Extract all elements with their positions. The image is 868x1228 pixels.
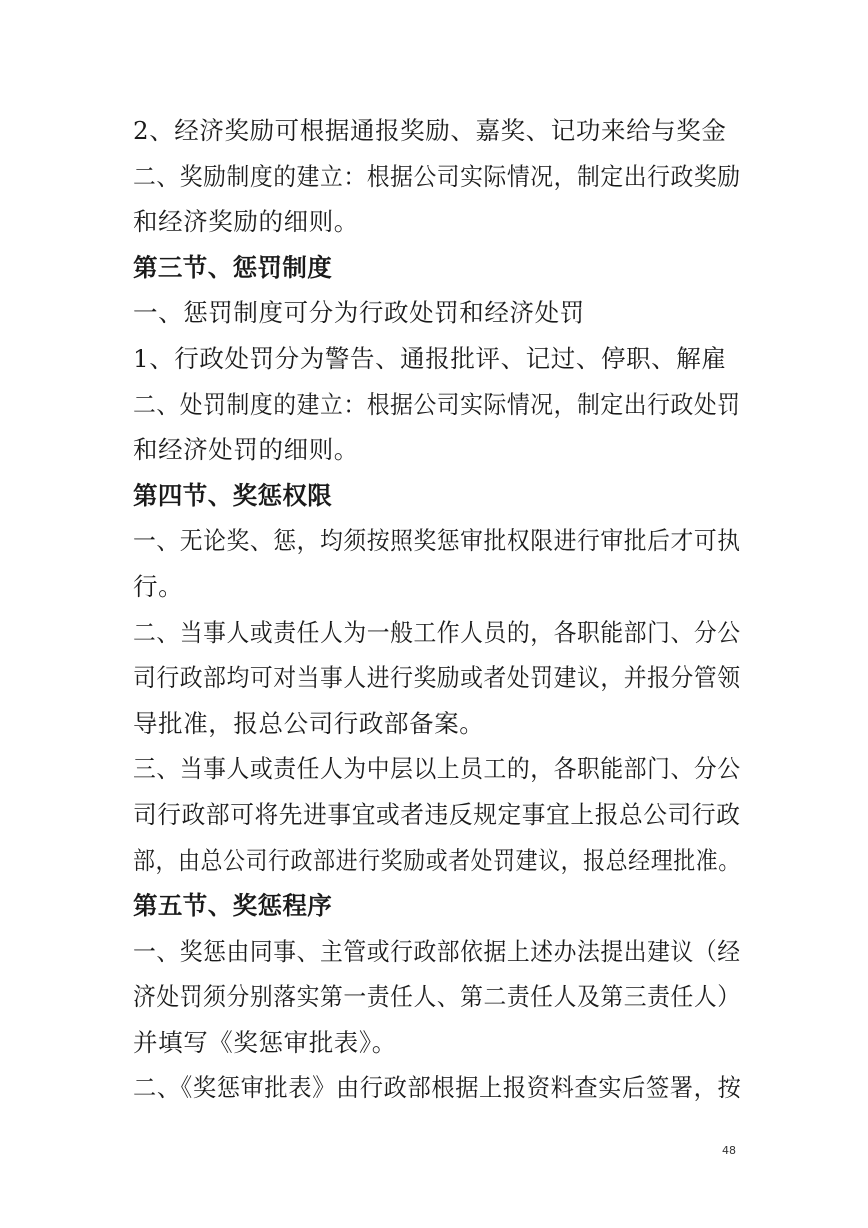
text-line: 一、无论奖、惩，均须按照奖惩审批权限进行审批后才可执: [133, 526, 741, 556]
text-line: 并填写《奖惩审批表》。: [133, 1027, 397, 1057]
text-line: 部，由总公司行政部进行奖励或者处罚建议，报总经理批准。: [133, 845, 741, 875]
text-line: 和经济奖励的细则。: [133, 207, 359, 237]
document-body: [133, 108, 741, 1111]
text-line: 1、行政处罚分为警告、通报批评、记过、停职、解雇: [133, 343, 727, 373]
text-line: 二、奖励制度的建立：根据公司实际情况，制定出行政奖励: [133, 161, 741, 191]
text-line: 导批准，报总公司行政部备案。: [133, 708, 485, 738]
text-line: 济处罚须分别落实第一责任人、第二责任人及第三责任人）: [133, 982, 741, 1012]
text-line: 三、当事人或责任人为中层以上员工的，各职能部门、分公: [133, 754, 741, 784]
page-number: 48: [722, 1144, 736, 1157]
text-line: 二、处罚制度的建立：根据公司实际情况，制定出行政处罚: [133, 389, 741, 419]
text-line: 行。: [133, 571, 184, 601]
text-line: 一、惩罚制度可分为行政处罚和经济处罚: [133, 298, 585, 328]
text-line: 司行政部均可对当事人进行奖励或者处罚建议，并报分管领: [133, 663, 741, 693]
text-line: 一、奖惩由同事、主管或行政部依据上述办法提出建议（经: [133, 936, 741, 966]
section-heading: 第四节、奖惩权限: [133, 480, 333, 510]
section-heading: 第五节、奖惩程序: [133, 891, 333, 921]
text-line: 司行政部可将先进事宜或者违反规定事宜上报总公司行政: [133, 799, 741, 829]
text-line: 和经济处罚的细则。: [133, 435, 359, 465]
text-line: 二、《奖惩审批表》由行政部根据上报资料查实后签署，按: [133, 1073, 742, 1103]
text-line: 2、经济奖励可根据通报奖励、嘉奖、记功来给与奖金: [133, 116, 727, 145]
section-heading: 第三节、惩罚制度: [133, 252, 333, 282]
text-line: 二、当事人或责任人为一般工作人员的，各职能部门、分公: [133, 617, 741, 647]
